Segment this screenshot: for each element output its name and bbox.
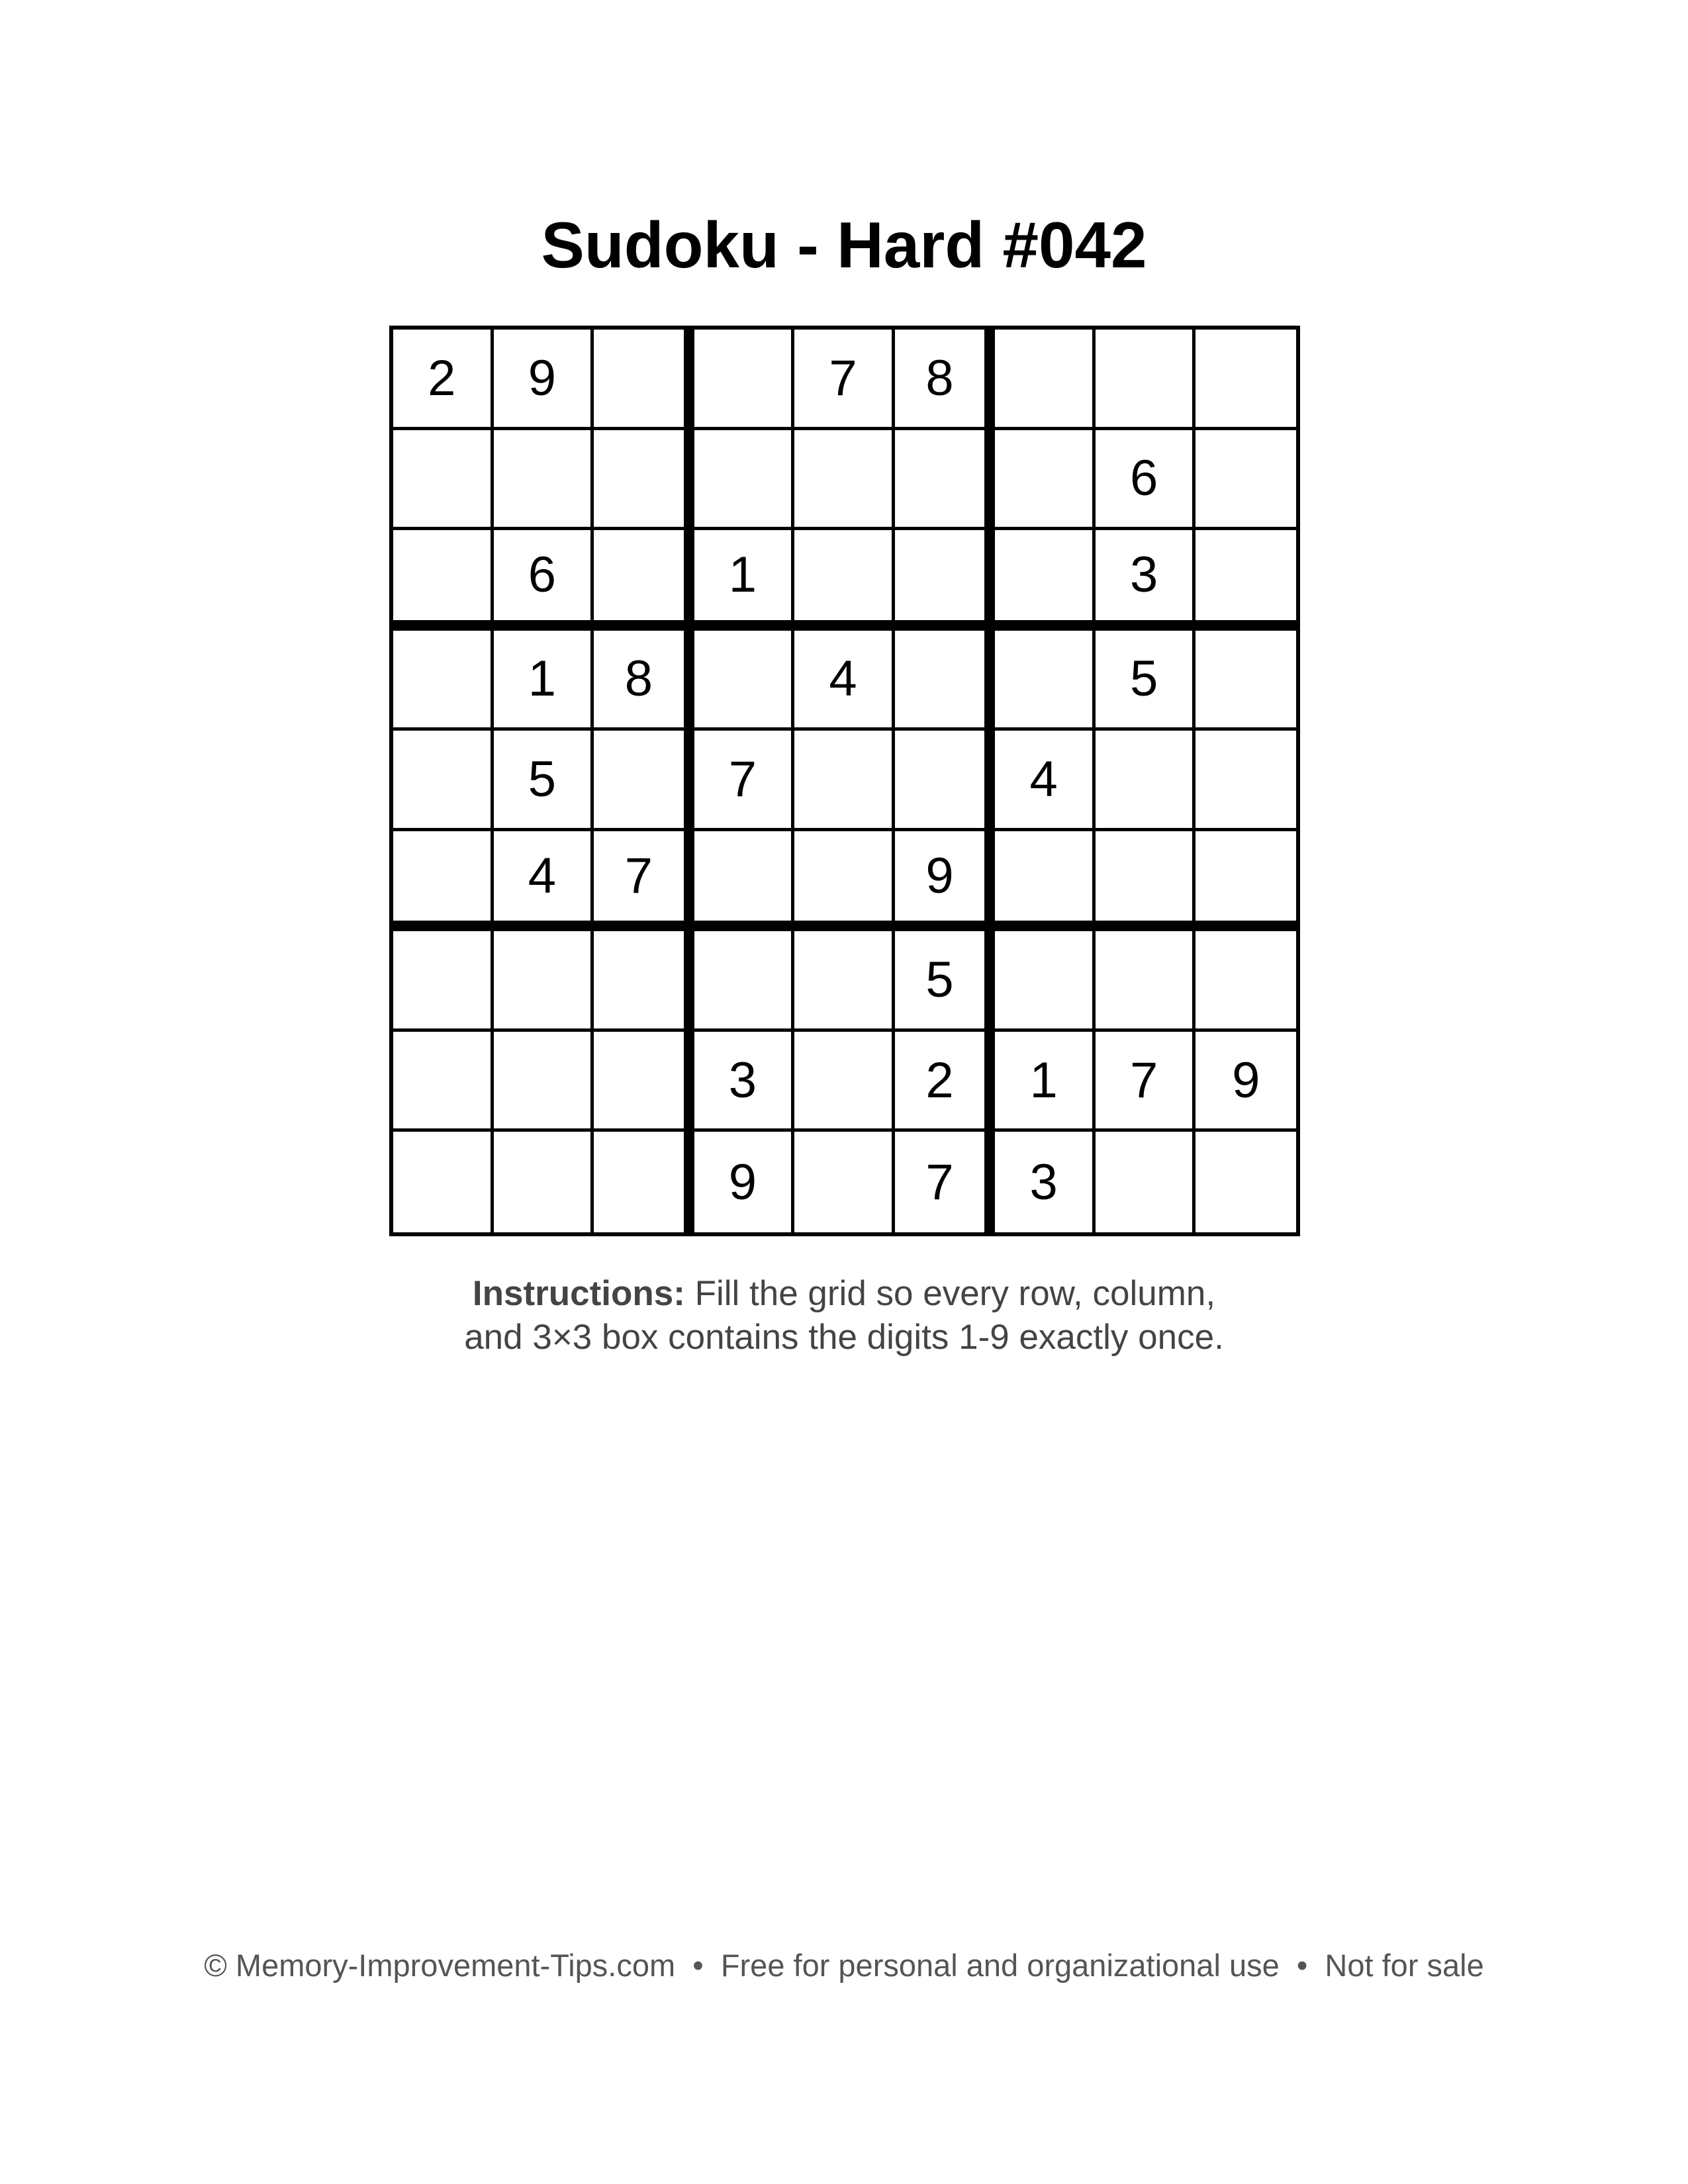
empty-cell[interactable] <box>694 631 795 731</box>
empty-cell[interactable] <box>594 931 694 1032</box>
given-cell: 1 <box>995 1032 1096 1132</box>
empty-cell[interactable] <box>494 430 594 531</box>
given-cell: 9 <box>694 1132 795 1232</box>
given-cell: 9 <box>1196 1032 1296 1132</box>
empty-cell[interactable] <box>1196 330 1296 430</box>
empty-cell[interactable] <box>794 1132 895 1232</box>
footer-sale: Not for sale <box>1325 1948 1484 1983</box>
empty-cell[interactable] <box>995 330 1096 430</box>
empty-cell[interactable] <box>995 831 1096 932</box>
empty-cell[interactable] <box>794 530 895 631</box>
given-cell: 3 <box>1096 530 1196 631</box>
footer <box>0 1946 1688 1985</box>
empty-cell[interactable] <box>1196 631 1296 731</box>
given-cell: 5 <box>1096 631 1196 731</box>
empty-cell[interactable] <box>794 430 895 531</box>
footer-site: © Memory-Improvement-Tips.com <box>204 1948 676 1983</box>
empty-cell[interactable] <box>594 430 694 531</box>
empty-cell[interactable] <box>995 430 1096 531</box>
empty-cell[interactable] <box>393 831 494 932</box>
empty-cell[interactable] <box>594 1132 694 1232</box>
empty-cell[interactable] <box>694 430 795 531</box>
empty-cell[interactable] <box>694 330 795 430</box>
empty-cell[interactable] <box>895 631 996 731</box>
instructions-text-1: Fill the grid so every row, column, <box>684 1274 1216 1313</box>
given-cell: 8 <box>594 631 694 731</box>
given-cell: 6 <box>1096 430 1196 531</box>
instructions-line-1 <box>0 1272 1688 1316</box>
empty-cell[interactable] <box>393 931 494 1032</box>
empty-cell[interactable] <box>393 1132 494 1232</box>
empty-cell[interactable] <box>1196 1132 1296 1232</box>
empty-cell[interactable] <box>393 1032 494 1132</box>
empty-cell[interactable] <box>1196 831 1296 932</box>
empty-cell[interactable] <box>393 631 494 731</box>
empty-cell[interactable] <box>1196 530 1296 631</box>
given-cell: 8 <box>895 330 996 430</box>
given-cell: 5 <box>494 731 594 831</box>
empty-cell[interactable] <box>1096 1132 1196 1232</box>
empty-cell[interactable] <box>1196 731 1296 831</box>
instructions-label: Instructions: <box>472 1274 685 1313</box>
empty-cell[interactable] <box>794 1032 895 1132</box>
empty-cell[interactable] <box>1196 931 1296 1032</box>
empty-cell[interactable] <box>995 631 1096 731</box>
empty-cell[interactable] <box>794 931 895 1032</box>
given-cell: 4 <box>995 731 1096 831</box>
given-cell: 7 <box>794 330 895 430</box>
instructions-line-2: and 3×3 box contains the digits 1-9 exactly once. <box>464 1318 1224 1357</box>
footer-separator: • <box>1279 1948 1325 1983</box>
given-cell: 7 <box>895 1132 996 1232</box>
given-cell: 1 <box>694 530 795 631</box>
empty-cell[interactable] <box>494 1032 594 1132</box>
given-cell: 3 <box>694 1032 795 1132</box>
page-title: Sudoku - Hard #042 <box>541 208 1147 281</box>
empty-cell[interactable] <box>1096 831 1196 932</box>
empty-cell[interactable] <box>895 430 996 531</box>
empty-cell[interactable] <box>794 831 895 932</box>
empty-cell[interactable] <box>694 831 795 932</box>
empty-cell[interactable] <box>1096 731 1196 831</box>
empty-cell[interactable] <box>1096 330 1196 430</box>
empty-cell[interactable] <box>895 731 996 831</box>
instructions <box>0 1272 1688 1359</box>
given-cell: 7 <box>1096 1032 1196 1132</box>
empty-cell[interactable] <box>1096 931 1196 1032</box>
empty-cell[interactable] <box>995 530 1096 631</box>
given-cell: 7 <box>694 731 795 831</box>
empty-cell[interactable] <box>393 530 494 631</box>
empty-cell[interactable] <box>594 731 694 831</box>
empty-cell[interactable] <box>1196 430 1296 531</box>
given-cell: 7 <box>594 831 694 932</box>
given-cell: 3 <box>995 1132 1096 1232</box>
empty-cell[interactable] <box>694 931 795 1032</box>
empty-cell[interactable] <box>895 530 996 631</box>
empty-cell[interactable] <box>393 430 494 531</box>
given-cell: 5 <box>895 931 996 1032</box>
given-cell: 9 <box>895 831 996 932</box>
footer-usage: Free for personal and organizational use <box>720 1948 1280 1983</box>
given-cell: 6 <box>494 530 594 631</box>
empty-cell[interactable] <box>995 931 1096 1032</box>
given-cell: 4 <box>494 831 594 932</box>
footer-separator: • <box>675 1948 721 1983</box>
given-cell: 2 <box>895 1032 996 1132</box>
given-cell: 1 <box>494 631 594 731</box>
sudoku-grid <box>389 326 1300 1236</box>
given-cell: 2 <box>393 330 494 430</box>
empty-cell[interactable] <box>393 731 494 831</box>
given-cell: 4 <box>794 631 895 731</box>
empty-cell[interactable] <box>494 931 594 1032</box>
given-cell: 9 <box>494 330 594 430</box>
empty-cell[interactable] <box>794 731 895 831</box>
empty-cell[interactable] <box>494 1132 594 1232</box>
empty-cell[interactable] <box>594 330 694 430</box>
empty-cell[interactable] <box>594 1032 694 1132</box>
empty-cell[interactable] <box>594 530 694 631</box>
